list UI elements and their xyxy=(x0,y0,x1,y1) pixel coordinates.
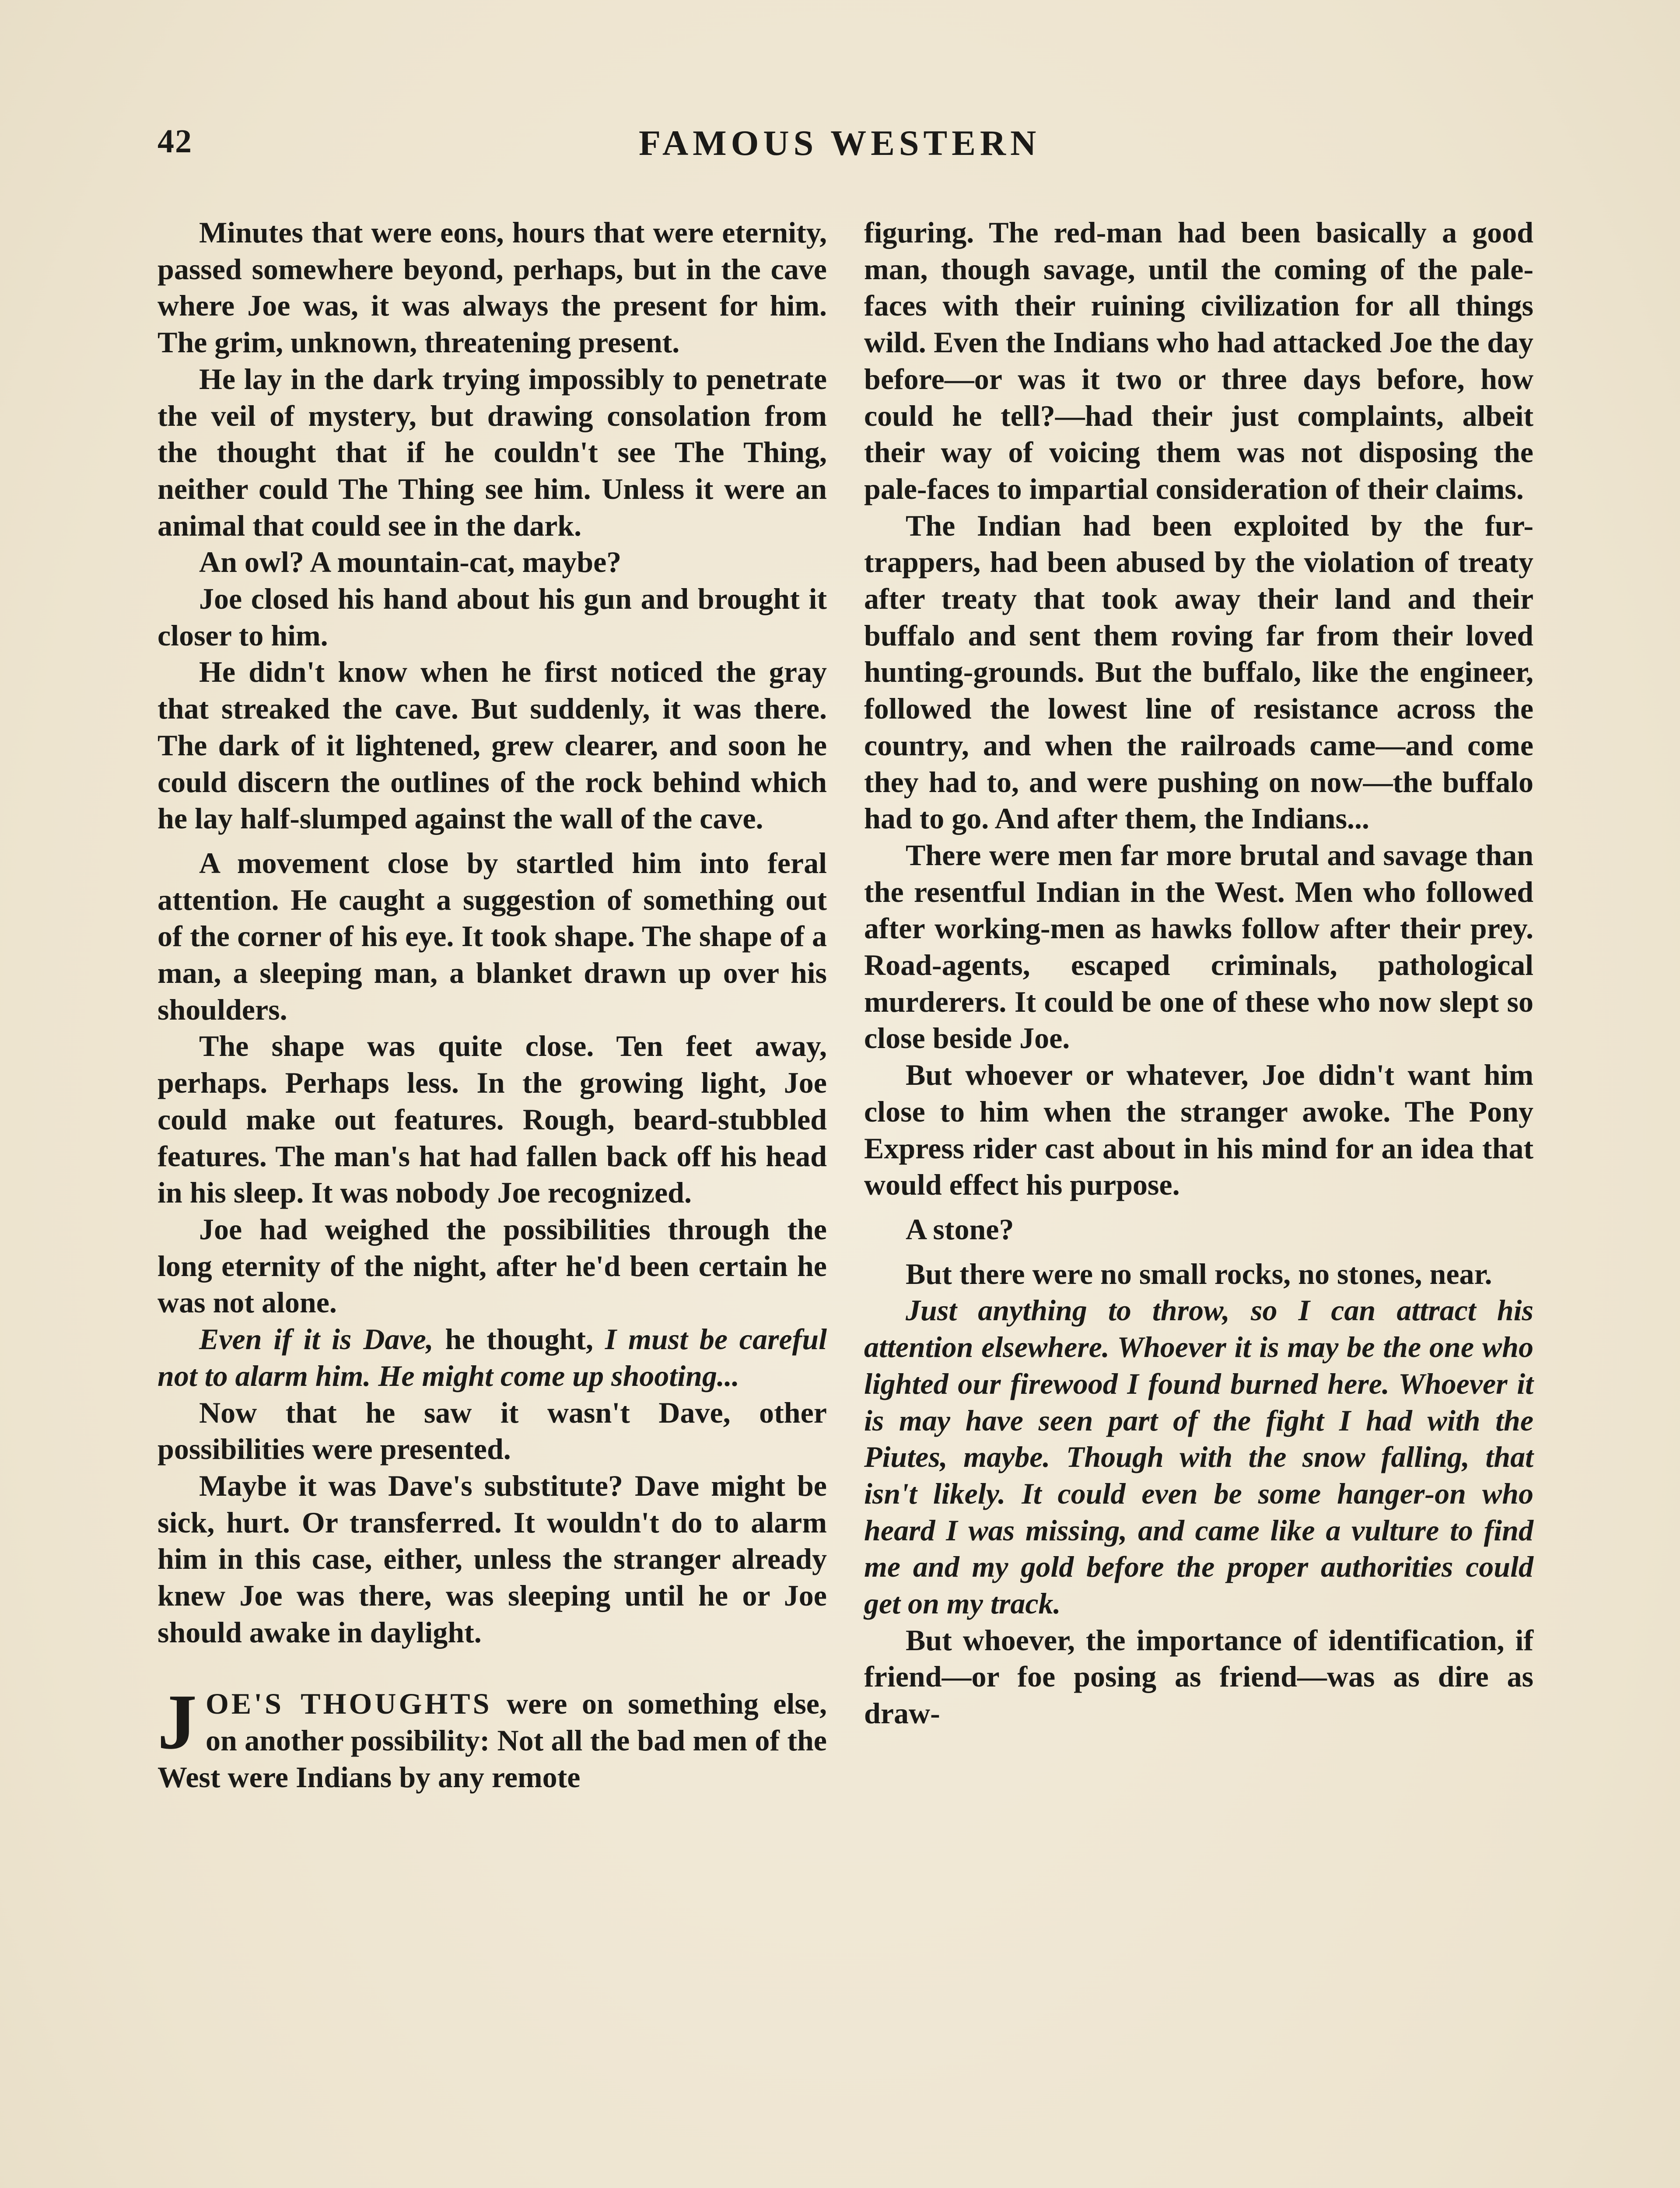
paragraph: There were men far more brutal and savage than the resentful Indian in the West. Men who followed after working-men as hawks follow after their prey. Road-agents, escaped criminals, pathological murderers. It could be one of these who now slept so close beside Joe. xyxy=(864,838,1533,1055)
paragraph: The shape was quite close. Ten feet away, perhaps. Perhaps less. In the growing light, Joe could make out features. Rough, beard-stubbled features. The man's hat had fallen back off his head in his sleep. It was nobody Joe recognized. xyxy=(158,1029,827,1210)
paragraph: Now that he saw it wasn't Dave, other possibilities were presented. xyxy=(158,1396,827,1466)
paragraph: A movement close by startled him into feral attention. He caught a suggestion of something out of the corner of his eye. It took shape. The shape of a man, a sleeping man, a blanket drawn up over his shoulders. xyxy=(158,846,827,1026)
paragraph-rest: were on something else, on another possibility: Not all the bad men of the West were Indians by any remote xyxy=(158,1687,827,1794)
paragraph: But whoever, the importance of identification, if friend—or foe posing as friend—was as dire as draw- xyxy=(864,1623,1533,1730)
dropcap-paragraph xyxy=(158,1678,827,1795)
paragraph: He lay in the dark trying impossibly to penetrate the veil of mystery, but drawing consolation from the thought that if he couldn't see The Thing, neither could The Thing see him. Unless it were an animal that could see in the dark. xyxy=(158,362,827,542)
italic-thought: I must be careful not to alarm him. He might come up shooting... xyxy=(158,1322,827,1392)
italic-thought: Even if it is Dave, xyxy=(199,1322,434,1356)
paragraph: He didn't know when he first noticed the gray that streaked the cave. But suddenly, it was there. The dark of it lightened, grew clearer, and soon he could discern the outlines of the rock behind which he lay half-slumped against the wall of the cave. xyxy=(158,655,827,835)
paragraph: Joe closed his hand about his gun and brought it closer to him. xyxy=(158,582,827,652)
italic-paragraph: Just anything to throw, so I can attract his attention elsewhere. Whoever it is may be the one who lighted our firewood I found burned here. Whoever it is may have seen part of the fight I had with the Piutes, maybe. Though with the snow falling, that isn't likely. It could even be some hanger-on who heard I was missing, and came like a vulture to find me and my gold before the proper authorities could get on my track. xyxy=(864,1294,1533,1620)
paragraph: But there were no small rocks, no stones, near. xyxy=(906,1257,1492,1290)
section-lead: OE'S THOUGHTS xyxy=(206,1687,492,1721)
left-text-column xyxy=(158,214,827,1796)
page-header xyxy=(158,123,1536,184)
page-number: 42 xyxy=(158,123,192,160)
paragraph: But whoever or whatever, Joe didn't want him close to him when the stranger awoke. The Pony Express rider cast about in his mind for an idea that would effect his purpose. xyxy=(864,1058,1533,1202)
running-head-title: FAMOUS WESTERN xyxy=(639,123,1041,163)
paragraph: Joe had weighed the possibilities through the long eternity of the night, after he'd been certain he was not alone. xyxy=(158,1212,827,1319)
paragraph: The Indian had been exploited by the fur-trappers, had been abused by the violation of treaty after treaty that took away their land and their buffalo and sent them roving far from their loved hunting-grounds. But the buffalo, like the engineer, followed the lowest line of resistance across the country, and when the railroads came—and come they had to, and were pushing on now—the buffalo had to go. And after them, the Indians... xyxy=(864,508,1533,835)
paragraph: figuring. The red-man had been basically a good man, though savage, until the coming of the pale-faces with their ruining civilization for all things wild. Even the Indians who had attacked Joe the day before—or was it two or three days before, how could he tell?—had their just complaints, albeit their way of voicing them was not disposing the pale-faces to impartial consideration of their claims. xyxy=(864,216,1533,505)
section-break xyxy=(158,1651,827,1686)
drop-cap: J xyxy=(158,1678,197,1766)
italic-paragraph xyxy=(158,1321,827,1394)
paragraph: A stone? xyxy=(906,1212,1014,1246)
narration: he thought, xyxy=(433,1322,605,1356)
paragraph: Maybe it was Dave's substitute? Dave might be sick, hurt. Or transferred. It wouldn't do to alarm him in this case, either, unless the stranger already knew Joe was there, was sleeping until he or Joe should awake in daylight. xyxy=(158,1469,827,1649)
paragraph: Minutes that were eons, hours that were eternity, passed somewhere beyond, perhaps, but in the cave where Joe was, it was always the present for him. The grim, unknown, threatening present. xyxy=(158,216,827,359)
right-text-column xyxy=(864,214,1533,1732)
paragraph: An owl? A mountain-cat, maybe? xyxy=(199,545,622,579)
